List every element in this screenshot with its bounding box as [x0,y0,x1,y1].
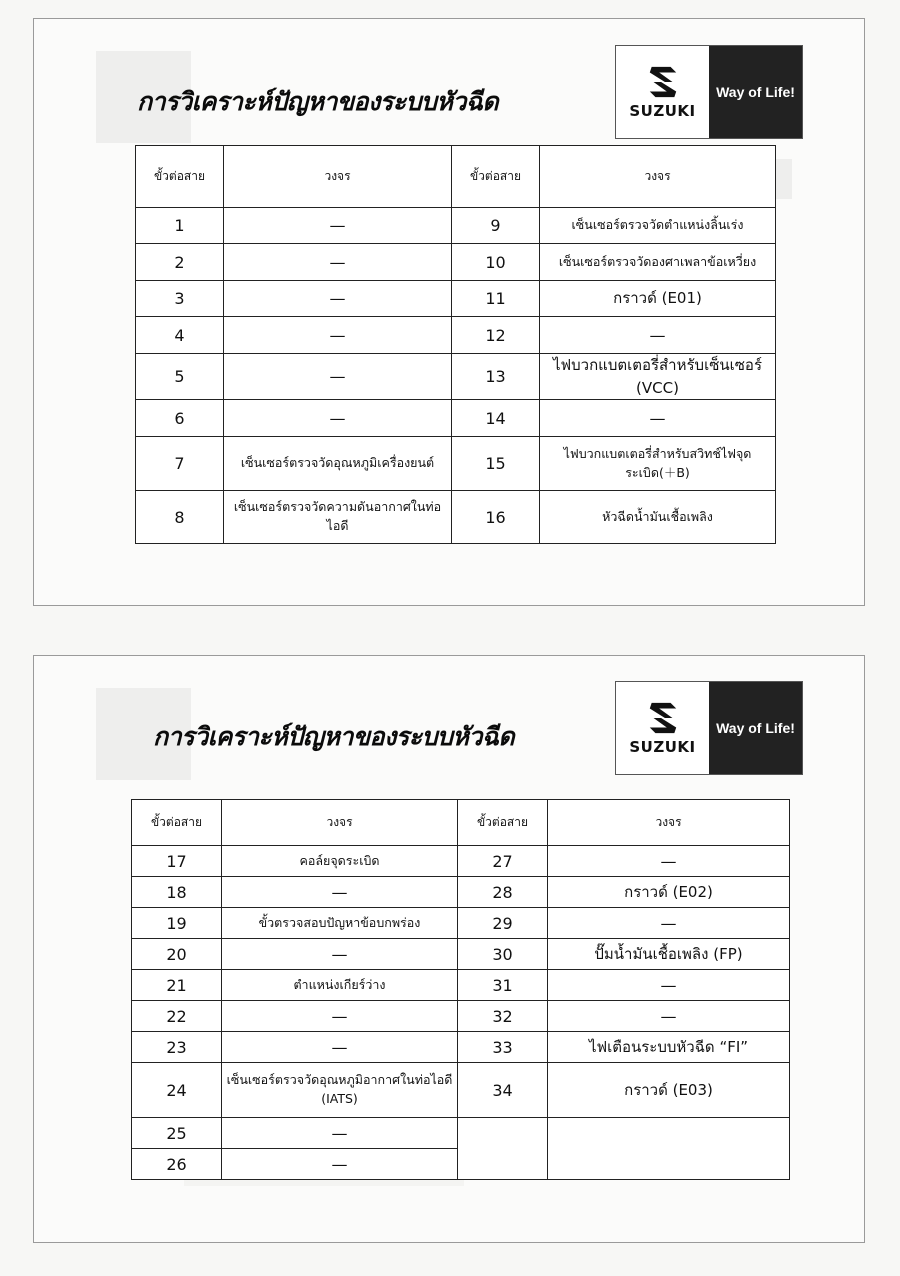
pin-number: 11 [452,281,540,317]
circuit-cell: กราวด์ (E03) [548,1063,790,1118]
pin-number: 18 [132,877,222,908]
suzuki-logo [615,681,803,775]
pin-number: 4 [136,317,224,354]
circuit-cell: — [540,317,776,354]
pin-number: 26 [132,1149,222,1180]
slide-title: การวิเคราะห์ปัญหาของระบบหัวฉีด [137,87,499,116]
pin-number: 12 [452,317,540,354]
circuit-cell: — [222,877,458,908]
circuit-cell: เซ็นเซอร์ตรวจวัดตำแหน่งลิ้นเร่ง [540,208,776,244]
pin-number: 28 [458,877,548,908]
circuit-cell: เซ็นเซอร์ตรวจวัดความดันอากาศในท่อไอดี [224,491,452,544]
logo-tagline: Way of Life! [709,682,802,774]
pin-number: 8 [136,491,224,544]
pin-number: 6 [136,400,224,437]
empty-cell [458,1118,548,1180]
table-row [132,877,790,908]
table-row [136,208,776,244]
circuit-cell: ไฟเตือนระบบหัวฉีด “FI” [548,1032,790,1063]
circuit-cell: — [224,281,452,317]
pin-number: 10 [452,244,540,281]
circuit-cell: — [224,400,452,437]
pin-number: 23 [132,1032,222,1063]
table-row [132,1118,790,1149]
circuit-cell: — [222,1032,458,1063]
circuit-cell: เซ็นเซอร์ตรวจวัดอุณหภูมิเครื่องยนต์ [224,437,452,491]
pin-number: 25 [132,1118,222,1149]
circuit-cell: — [224,208,452,244]
circuit-cell: ไฟบวกแบตเตอรี่สำหรับสวิทช์ไฟจุดระเบิด(＋B) [540,437,776,491]
empty-cell [548,1118,790,1180]
table-row [132,846,790,877]
circuit-cell: กราวด์ (E01) [540,281,776,317]
header-pin: ขั้วต่อสาย [136,146,224,208]
header-pin: ขั้วต่อสาย [458,800,548,846]
table-row [132,908,790,939]
circuit-cell: — [548,846,790,877]
circuit-cell: — [222,1001,458,1032]
table-header-row [136,146,776,208]
pin-number: 20 [132,939,222,970]
pin-number: 3 [136,281,224,317]
pin-number: 27 [458,846,548,877]
circuit-cell: เซ็นเซอร์ตรวจวัดองศาเพลาข้อเหวี่ยง [540,244,776,281]
circuit-cell: ขั้วตรวจสอบปัญหาข้อบกพร่อง [222,908,458,939]
suzuki-s-icon [644,65,682,99]
table-row [132,1063,790,1118]
circuit-cell: — [224,244,452,281]
circuit-cell: คอล์ยจุดระเบิด [222,846,458,877]
circuit-cell: — [540,400,776,437]
pin-number: 29 [458,908,548,939]
circuit-cell: — [222,1149,458,1180]
table-row [136,400,776,437]
circuit-cell: — [548,970,790,1001]
pin-number: 31 [458,970,548,1001]
pin-number: 33 [458,1032,548,1063]
pin-number: 19 [132,908,222,939]
table-row [136,244,776,281]
pin-number: 13 [452,354,540,400]
circuit-cell: — [548,1001,790,1032]
circuit-cell: — [224,354,452,400]
circuit-cell: — [548,908,790,939]
table-row [132,1001,790,1032]
header-circuit: วงจร [222,800,458,846]
header-circuit: วงจร [548,800,790,846]
table-row [136,281,776,317]
logo-brand-panel [616,46,709,138]
circuit-cell: หัวฉีดน้ำมันเชื้อเพลิง [540,491,776,544]
suzuki-logo [615,45,803,139]
slide-title: การวิเคราะห์ปัญหาของระบบหัวฉีด [153,722,515,751]
table-row [132,939,790,970]
header-circuit: วงจร [540,146,776,208]
circuit-cell: เซ็นเซอร์ตรวจวัดอุณหภูมิอากาศในท่อไอดี (IATS) [222,1063,458,1118]
table-row [132,970,790,1001]
circuit-cell: ปั๊มน้ำมันเชื้อเพลิง (FP) [548,939,790,970]
circuit-cell: — [224,317,452,354]
pin-number: 22 [132,1001,222,1032]
logo-tagline: Way of Life! [709,46,802,138]
header-pin: ขั้วต่อสาย [452,146,540,208]
circuit-cell: ไฟบวกแบตเตอรี่สำหรับเซ็นเซอร์ (VCC) [540,354,776,400]
header-pin: ขั้วต่อสาย [132,800,222,846]
pin-number: 16 [452,491,540,544]
table-row [136,317,776,354]
circuit-cell: กราวด์ (E02) [548,877,790,908]
pin-number: 17 [132,846,222,877]
table-header-row [132,800,790,846]
pin-number: 2 [136,244,224,281]
table-row [136,354,776,400]
circuit-cell: — [222,939,458,970]
pin-number: 24 [132,1063,222,1118]
pin-number: 21 [132,970,222,1001]
logo-brand-text: SUZUKI [629,101,696,120]
pin-number: 5 [136,354,224,400]
logo-brand-text: SUZUKI [629,737,696,756]
pin-number: 1 [136,208,224,244]
header-circuit: วงจร [224,146,452,208]
circuit-cell: — [222,1118,458,1149]
pin-number: 32 [458,1001,548,1032]
pin-number: 9 [452,208,540,244]
pin-table-2 [131,799,790,1180]
logo-brand-panel [616,682,709,774]
pin-number: 30 [458,939,548,970]
circuit-cell: ตำแหน่งเกียร์ว่าง [222,970,458,1001]
pin-number: 14 [452,400,540,437]
pin-table-1 [135,145,776,544]
pin-number: 7 [136,437,224,491]
suzuki-s-icon [644,701,682,735]
pin-number: 15 [452,437,540,491]
table-row [132,1032,790,1063]
table-row [136,437,776,491]
pin-number: 34 [458,1063,548,1118]
table-row [136,491,776,544]
